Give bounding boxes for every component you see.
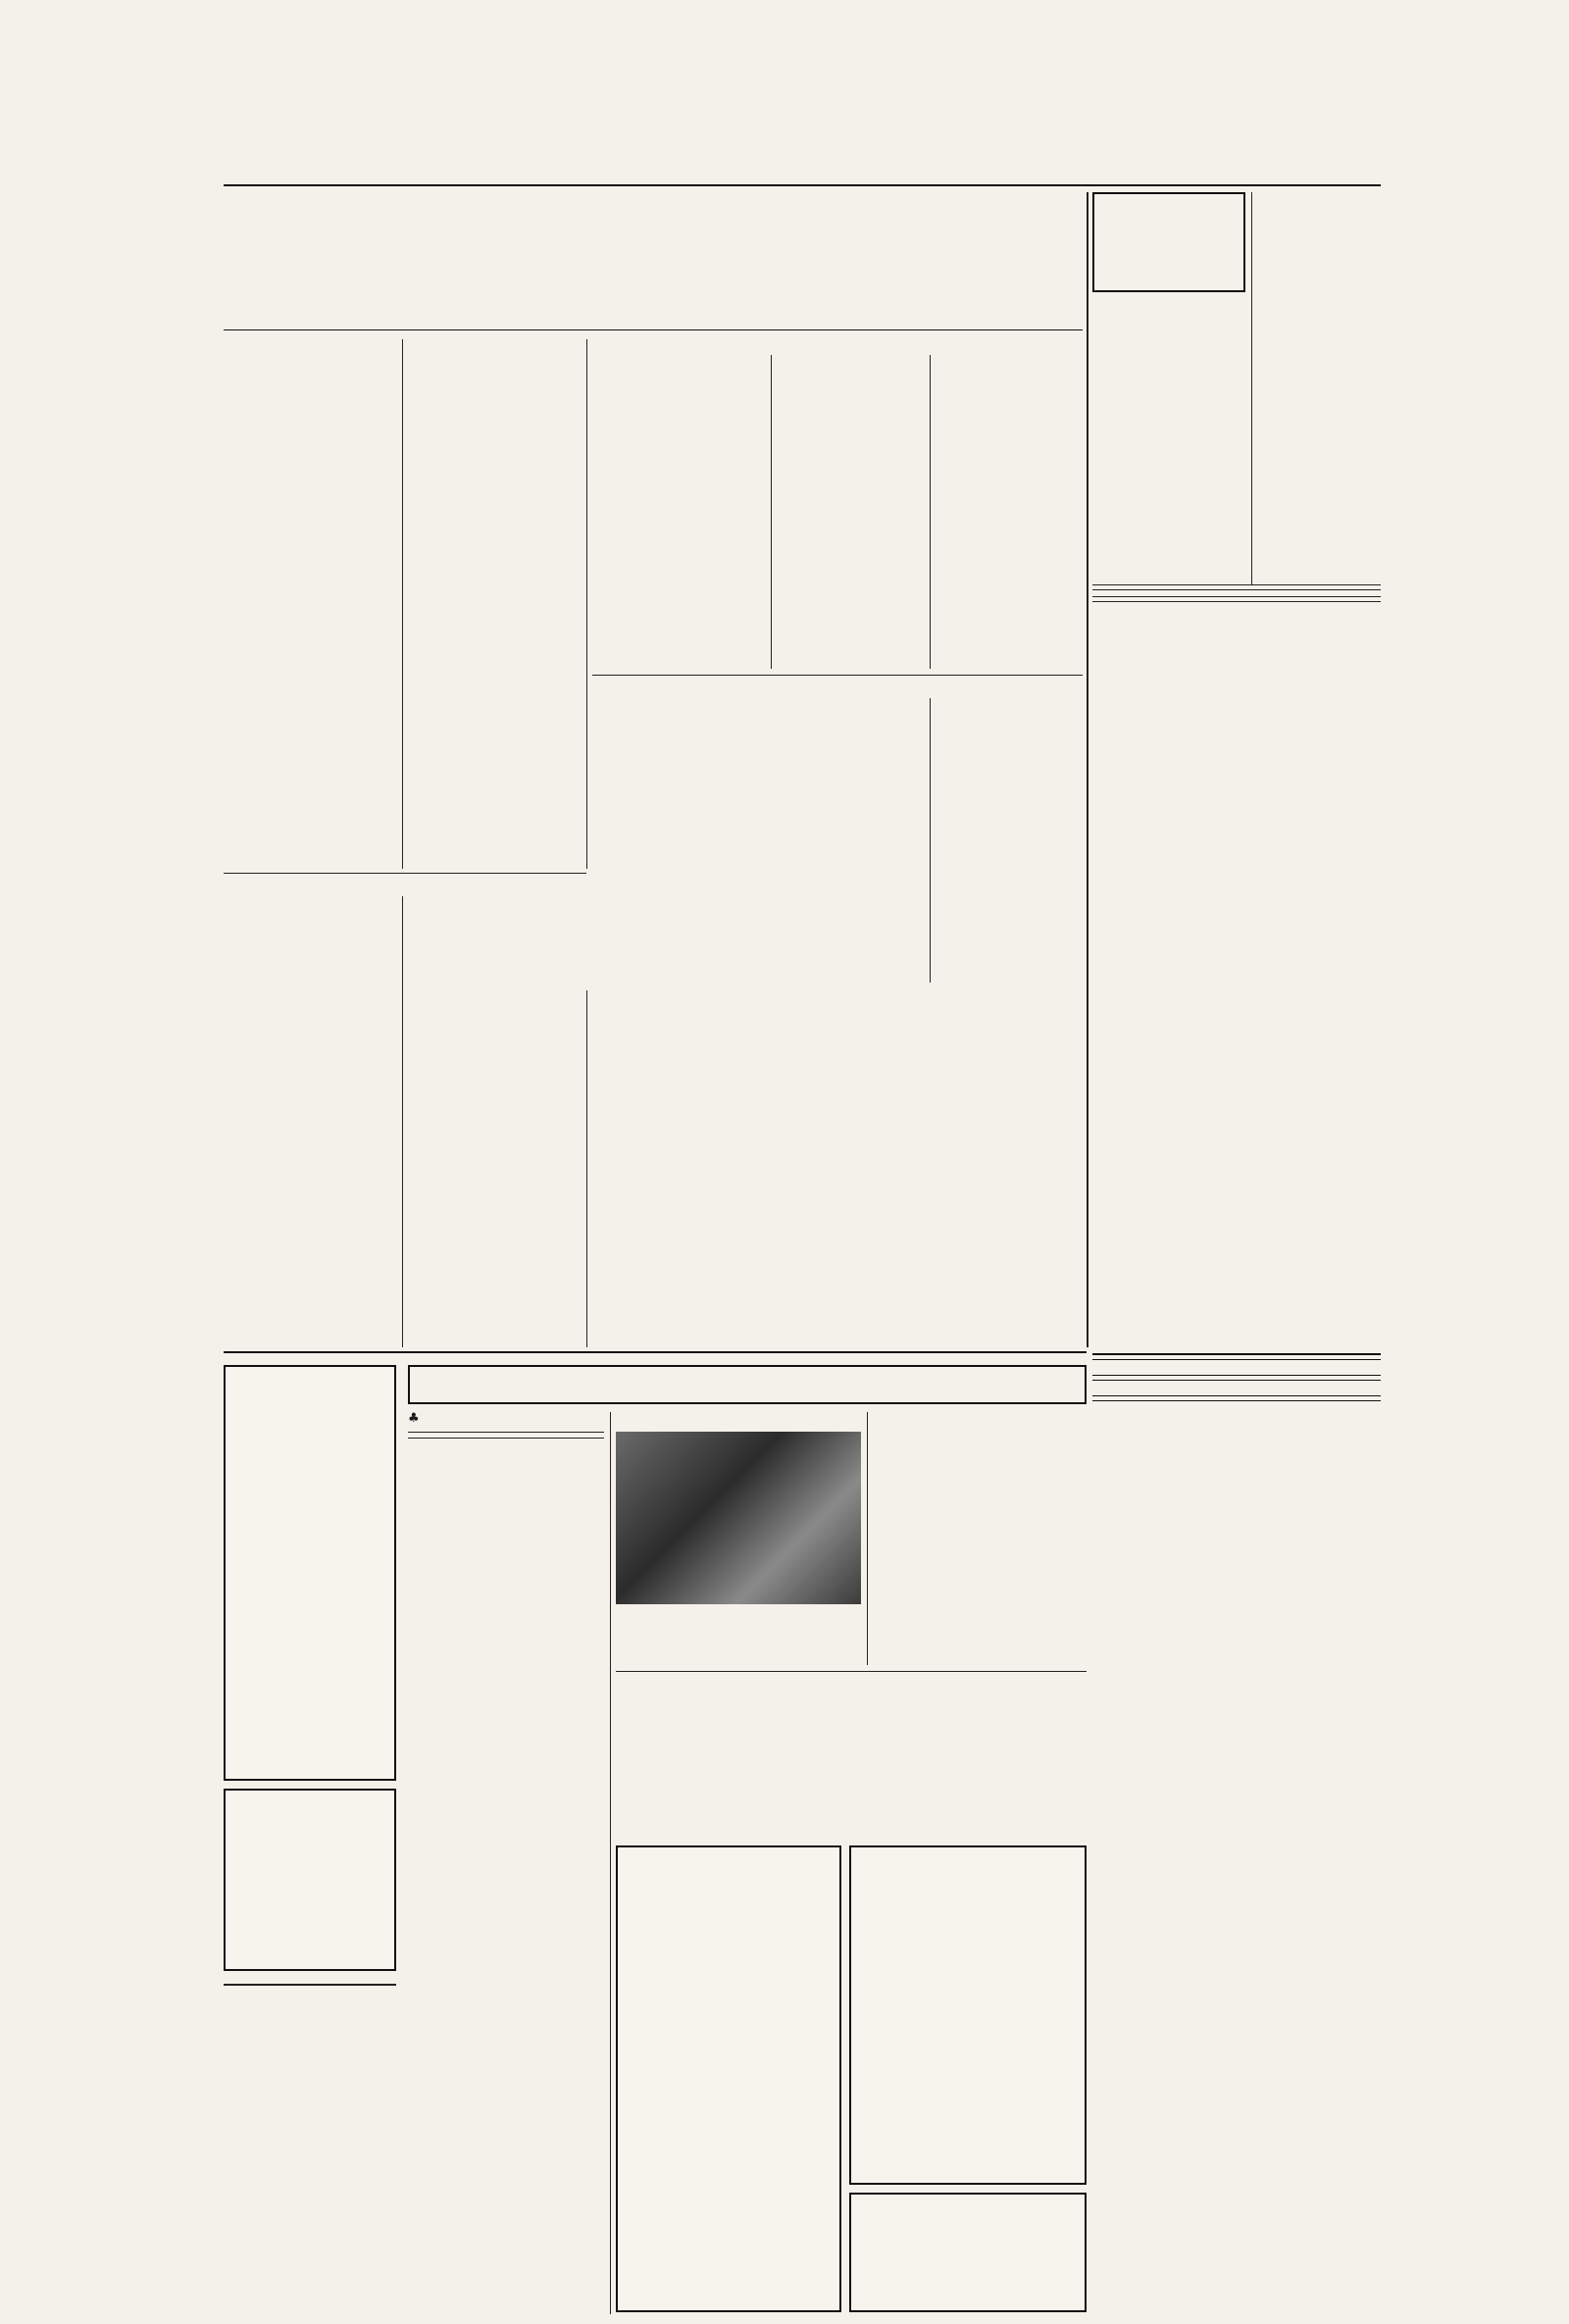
bottom-half-rule (224, 1351, 1087, 1353)
divider (771, 355, 772, 669)
war-end-text (1092, 298, 1245, 573)
lead-rule (224, 329, 1083, 330)
lead-column-3 (592, 355, 765, 669)
divider (402, 339, 403, 869)
theaters-head (408, 1412, 604, 1427)
war-end-box (1092, 192, 1245, 292)
accident-headline (1092, 1353, 1381, 1360)
divider (867, 1412, 868, 1665)
kerkyra-ad (849, 2193, 1087, 2312)
kyvelis-cinema-ad (224, 1789, 396, 1971)
communists-text (1092, 1405, 1381, 1410)
vienna-headline (1092, 584, 1381, 590)
divider (1087, 192, 1088, 1347)
divider (586, 990, 587, 1347)
parties-text (592, 698, 924, 983)
chez-nous-ad (616, 1845, 841, 2312)
plastiras-text (1092, 1385, 1381, 1389)
theater-photo (616, 1432, 861, 1604)
hannover-text (1257, 245, 1381, 579)
theaters-column (408, 1412, 604, 2314)
program-text-2 (408, 896, 581, 1347)
front-news-column (1092, 579, 1381, 1347)
lottery-headline (1092, 596, 1381, 602)
emmetros-section (616, 1671, 1087, 1838)
divider (610, 1412, 611, 2314)
divider (930, 698, 931, 983)
divider (586, 339, 587, 869)
theater-news-text (616, 1608, 861, 1663)
divider (930, 355, 931, 669)
communists-headline (1092, 1395, 1381, 1401)
parties-headline (592, 675, 1083, 680)
funerals-head (408, 1432, 604, 1433)
program-headline (224, 873, 586, 878)
olympia-ad (849, 1845, 1087, 2185)
mask-icon: ♣ (408, 1412, 420, 1426)
accident-text (1092, 1364, 1381, 1369)
program-text (224, 896, 396, 1347)
divider (1251, 192, 1252, 584)
masthead-rule (224, 184, 1381, 186)
memorial-head (408, 1438, 604, 1439)
radio-column (873, 1412, 1087, 1665)
parties-extra-column (936, 698, 1083, 983)
lead-column-4 (777, 355, 924, 669)
classifieds-left (224, 1979, 396, 2312)
entertainment-banner (408, 1365, 1087, 1404)
london-text (592, 1051, 1083, 1345)
accident-section (1092, 1353, 1381, 2324)
divider (402, 896, 403, 1347)
lead-column-1 (224, 339, 396, 867)
thessaloniki-head (224, 1984, 396, 1986)
plastiras-headline (1092, 1375, 1381, 1381)
ellas-map-ad (224, 1365, 396, 1781)
